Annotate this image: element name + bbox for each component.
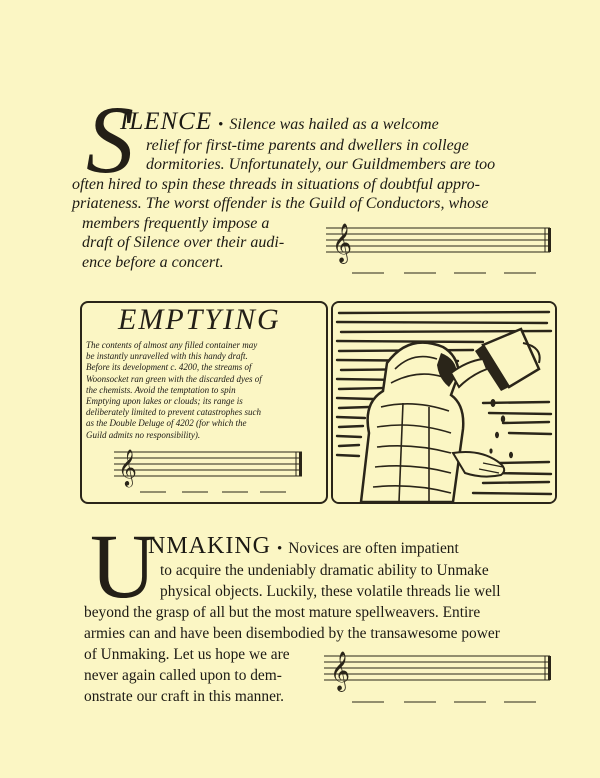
silence-text-line: members frequently impose a xyxy=(82,214,270,232)
unmaking-treble-clef-staff-icon xyxy=(320,646,554,708)
unmaking-drop-cap: U xyxy=(90,515,157,617)
unmaking-text-line: armies can and have been disembodied by the transawesome power xyxy=(84,625,500,642)
unmaking-separator: • xyxy=(277,541,283,557)
emptying-text-line: as the Double Deluge of 4202 (for which the xyxy=(86,418,247,429)
unmaking-text-line: to acquire the undeniably dramatic ability to Unmake xyxy=(160,562,489,579)
emptying-text-line: deliberately limited to prevent catastrophes such xyxy=(86,407,262,418)
emptying-text-line: Guild admits no responsibility). xyxy=(86,429,201,440)
emptying-treble-clef-staff-icon xyxy=(110,442,306,498)
emptying-text-line: Emptying upon lakes or clouds; its range is xyxy=(86,396,243,407)
unmaking-text-line: physical objects. Luckily, these volatile threads lie well xyxy=(160,583,501,600)
unmaking-text-line: never again called upon to dem- xyxy=(84,667,282,684)
silence-text-line: ence before a concert. xyxy=(82,253,224,271)
emptying-text-line: Before its development c. 4200, the streams of xyxy=(86,362,252,373)
silence-text-line: Silence was hailed as a welcome xyxy=(229,116,439,133)
silence-text-line: dormitories. Unfortunately, our Guildmembers are too xyxy=(146,156,496,173)
silence-line-1 xyxy=(72,108,558,136)
emptying-title: EMPTYING xyxy=(118,303,281,336)
silence-text-line: draft of Silence over their audi- xyxy=(82,234,285,251)
unmaking-text-line: of Unmaking. Let us hope we are xyxy=(84,646,290,663)
emptying-text-line: The contents of almost any filled container may xyxy=(86,340,258,350)
silence-text-line: relief for first-time parents and dwellers in college xyxy=(146,136,469,154)
silence-drop-cap: S xyxy=(86,86,134,193)
woodcut-figure-emptying-pitcher-icon xyxy=(333,303,555,502)
svg-text:𝄞: 𝄞 xyxy=(330,651,351,691)
unmaking-line-1 xyxy=(84,533,558,560)
emptying-paragraph xyxy=(86,340,322,441)
svg-text:𝄞: 𝄞 xyxy=(118,448,137,486)
emptying-text-line: Woonsocket ran green with the discarded dyes of xyxy=(86,373,262,384)
silence-treble-clef-staff-icon xyxy=(322,218,554,278)
silence-title: ILENCE xyxy=(120,108,213,135)
emptying-text-line: the chemists. Avoid the temptation to spin xyxy=(86,384,236,395)
unmaking-text-line: beyond the grasp of all but the most mature spellweavers. Entire xyxy=(84,604,481,621)
silence-text-line: often hired to spin these threads in situations of doubtful appro- xyxy=(72,175,480,193)
unmaking-text-line: onstrate our craft in this manner. xyxy=(84,688,285,705)
silence-text-line: priateness. The worst offender is the Guild of Conductors, whose xyxy=(72,195,489,212)
emptying-text-line: be instantly unravelled with this handy draft. xyxy=(86,351,248,362)
svg-text:𝄞: 𝄞 xyxy=(332,223,353,263)
unmaking-title: NMAKING xyxy=(148,533,271,559)
woodcut-illustration xyxy=(331,301,557,504)
unmaking-text-line: Novices are often impatient xyxy=(288,540,459,557)
silence-separator: • xyxy=(218,117,224,133)
